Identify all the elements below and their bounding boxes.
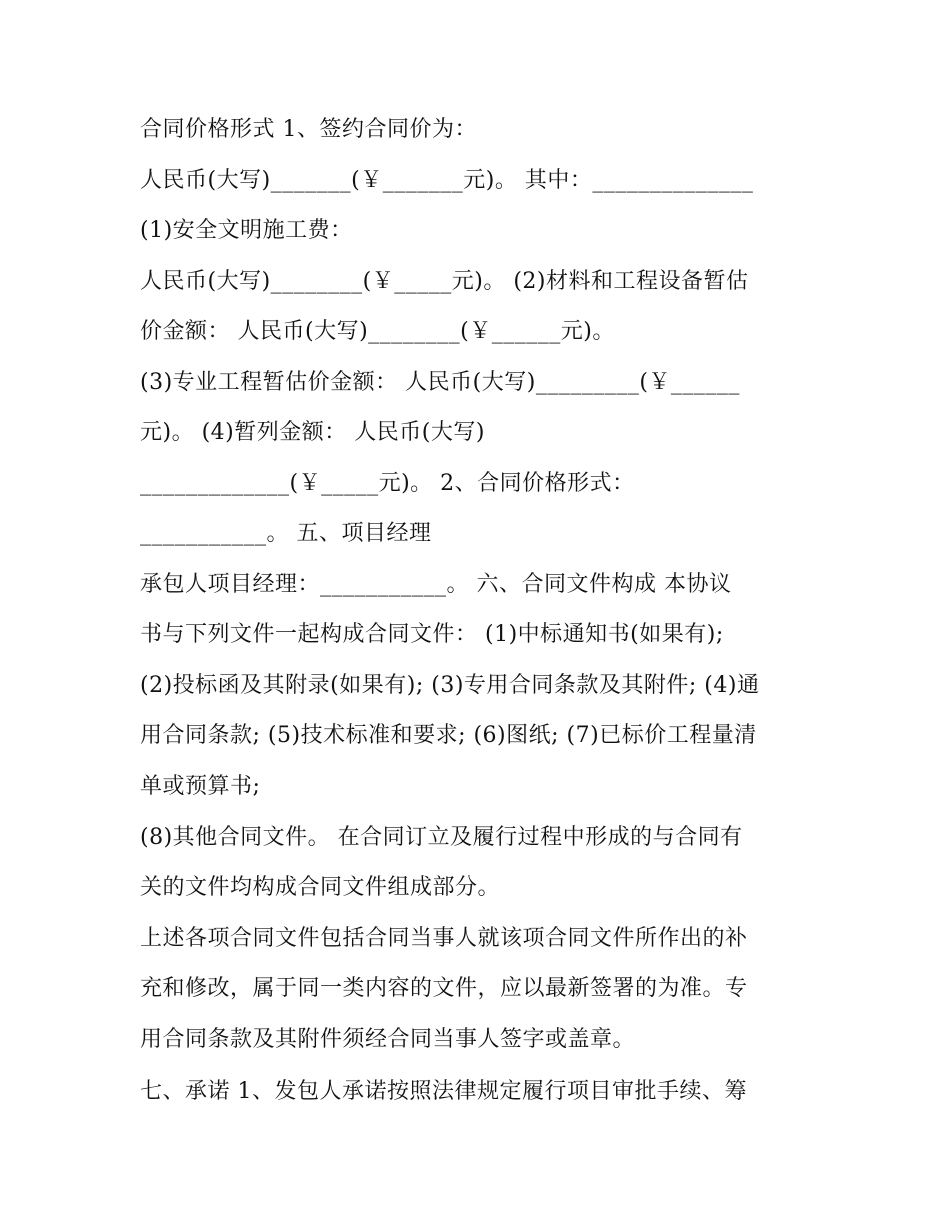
text-line-4: 人民币(大写)________(￥_____元)。 (2)材料和工程设备暂估: [140, 269, 749, 294]
text-line-17: 上述各项合同文件包括合同当事人就该项合同文件所作出的补: [140, 926, 748, 951]
text-line-7: 元)。 (4)暂列金额： 人民币(大写): [140, 420, 485, 445]
text-line-15: (8)其他合同文件。 在合同订立及履行过程中形成的与合同有: [140, 825, 743, 850]
text-line-19: 用合同条款及其附件须经合同当事人签字或盖章。: [140, 1027, 636, 1052]
text-line-16: 关的文件均构成合同文件组成部分。: [140, 875, 501, 900]
text-line-11: 书与下列文件一起构成合同文件： (1)中标通知书(如果有);: [140, 622, 724, 647]
text-line-3: (1)安全文明施工费：: [140, 218, 353, 243]
text-line-1: 合同价格形式 1、签约合同价为：: [140, 117, 477, 142]
text-line-14: 单或预算书;: [140, 774, 261, 799]
text-line-5: 价金额： 人民币(大写)________(￥______元)。: [140, 319, 615, 344]
text-line-6: (3)专业工程暂估价金额： 人民币(大写)_________(￥______: [140, 370, 740, 395]
text-line-2: 人民币(大写)_______(￥_______元)。 其中：______________: [140, 168, 754, 193]
text-line-10: 承包人项目经理：___________。 六、合同文件构成 本协议: [140, 572, 732, 597]
text-line-9: ___________。 五、项目经理: [140, 521, 432, 546]
text-line-18: 充和修改，属于同一类内容的文件，应以最新签署的为准。专: [140, 976, 748, 1001]
text-line-13: 用合同条款; (5)技术标准和要求; (6)图纸; (7)已标价工程量清: [140, 723, 757, 748]
text-line-12: (2)投标函及其附录(如果有); (3)专用合同条款及其附件; (4)通: [140, 673, 760, 698]
text-line-8: _____________(￥_____元)。 2、合同价格形式：: [140, 471, 635, 496]
text-line-20: 七、承诺 1、发包人承诺按照法律规定履行项目审批手续、筹: [140, 1079, 747, 1104]
